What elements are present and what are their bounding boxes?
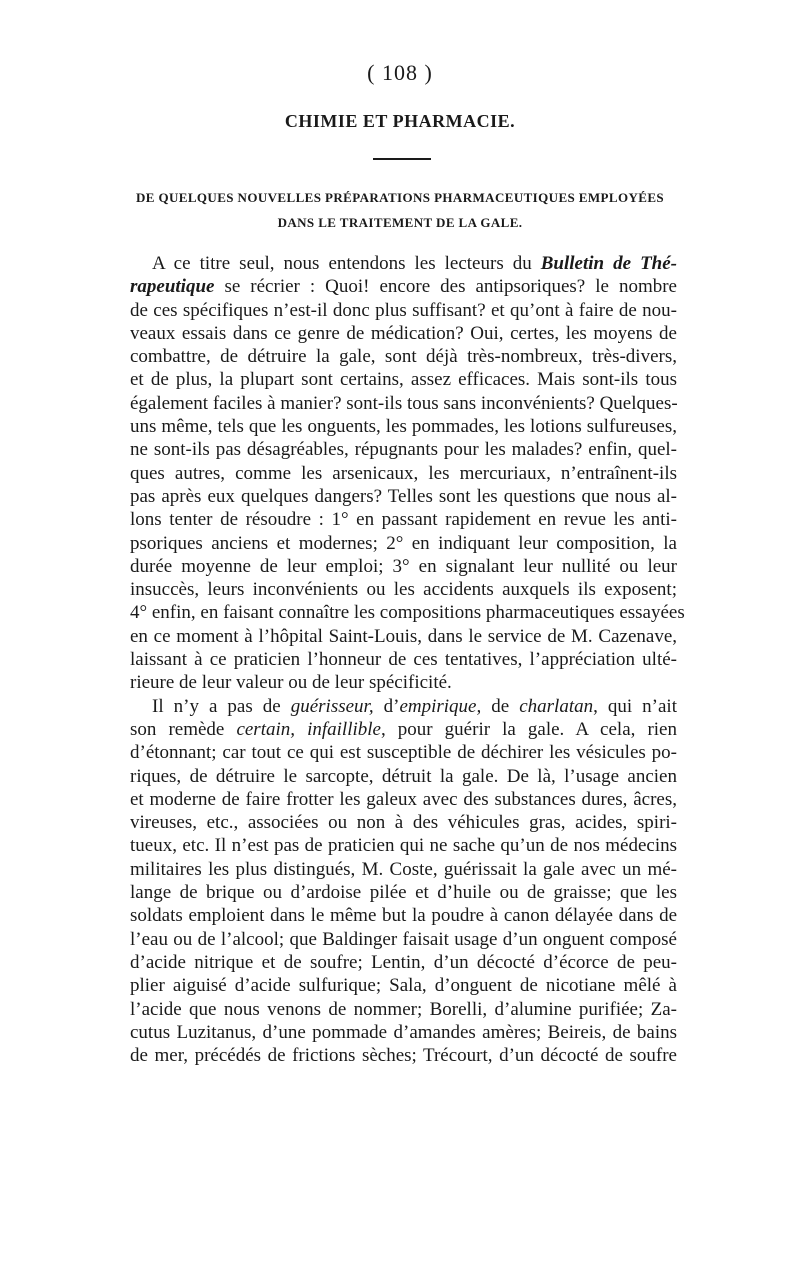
text-line bbox=[130, 275, 677, 298]
text-line: durée moyenne de leur emploi; 3° en signalant leur nullité ou leur bbox=[130, 555, 677, 577]
text-line: l’acide que nous venons de nommer; Borelli, d’alumine purifiée; Za- bbox=[130, 998, 677, 1020]
text-line: plier aiguisé d’acide sulfurique; Sala, d’onguent de nicotiane mêlé à bbox=[130, 975, 677, 997]
text-line: d’étonnant; car tout ce qui est susceptible de déchirer les vésicules po- bbox=[130, 742, 677, 764]
page-number: ( 108 ) bbox=[367, 60, 433, 85]
text-run: , qui n’ait bbox=[593, 695, 677, 717]
text-line: combattre, de détruire la gale, sont déjà très-nombreux, très-divers, bbox=[130, 346, 677, 368]
text-line: et moderne de faire frotter les galeux avec des substances dures, âcres, bbox=[130, 788, 677, 810]
text-line: lons tenter de résoudre : 1° en passant rapidement en revue les anti- bbox=[130, 509, 677, 531]
text-line: laissant à ce praticien l’honneur de ces tentatives, l’appréciation ulté- bbox=[130, 649, 677, 671]
text-run: son remède bbox=[130, 718, 237, 740]
text-line: 4° enfin, en faisant connaître les compositions pharmaceutiques essayées bbox=[130, 602, 685, 624]
text-line: d’acide nitrique et de soufre; Lentin, d’un décocté d’écorce de peu- bbox=[130, 951, 677, 973]
article-title-line: DE QUELQUES NOUVELLES PRÉPARATIONS PHARMACEUTIQUES EMPLOYÉES bbox=[135, 190, 665, 205]
text-line: insuccès, leurs inconvénients ou les accidents auxquels ils exposent; bbox=[130, 579, 677, 601]
text-line bbox=[130, 718, 677, 741]
italic-term: guérisseur, bbox=[290, 695, 374, 717]
italic-term: charlatan bbox=[519, 695, 594, 717]
text-run: Il n’y a pas de bbox=[152, 695, 291, 717]
text-line: cutus Luzitanus, d’une pommade d’amandes amères; Beireis, de bains bbox=[130, 1021, 677, 1043]
article-body bbox=[130, 252, 685, 1067]
title-rule bbox=[373, 158, 431, 160]
text-run: se récrier : Quoi! encore des antipsoriques? le nombre bbox=[214, 276, 677, 298]
section-title: CHIMIE ET PHARMACIE. bbox=[284, 111, 516, 131]
text-line: soldats emploient dans le même but la poudre à canon délayée dans de bbox=[130, 905, 677, 927]
article-title bbox=[0, 185, 800, 235]
text-line bbox=[130, 695, 677, 718]
text-line: et de plus, la plupart sont certains, assez efficaces. Mais sont-ils tous bbox=[130, 369, 677, 391]
text-line: riques, de détruire le sarcopte, détruit la gale. De là, l’usage ancien bbox=[130, 765, 677, 787]
text-line: ques autres, comme les arsenicaux, les mercuriaux, n’entraînent-ils bbox=[130, 462, 677, 484]
italic-term: certain, infaillible bbox=[236, 718, 381, 740]
article-title-line: DANS LE TRAITEMENT DE LA GALE. bbox=[277, 215, 523, 230]
text-run: , pour guérir la gale. A cela, rien bbox=[380, 718, 677, 740]
text-run: d’ bbox=[373, 695, 400, 717]
text-line: l’eau ou de l’alcool; que Baldinger faisait usage d’un onguent composé bbox=[130, 928, 677, 950]
italic-term: empirique, bbox=[399, 695, 482, 717]
text-line: vireuses, etc., associées ou non à des véhicules gras, acides, spiri- bbox=[130, 812, 677, 834]
text-line: lange de brique ou d’ardoise pilée et d’huile ou de graisse; que les bbox=[130, 882, 677, 904]
text-line: en ce moment à l’hôpital Saint-Louis, dans le service de M. Cazenave, bbox=[130, 625, 677, 647]
text-line: rieure de leur valeur ou de leur spécificité. bbox=[130, 672, 452, 694]
text-line: uns même, tels que les onguents, les pommades, les lotions sulfureuses, bbox=[130, 416, 677, 438]
text-line: également faciles à manier? sont-ils tous sans inconvénients? Quelques- bbox=[130, 392, 678, 414]
journal-title: Bulletin de Thé- bbox=[540, 253, 677, 274]
text-line: pas après eux quelques dangers? Telles sont les questions que nous al- bbox=[130, 485, 677, 507]
text-line: ne sont-ils pas désagréables, répugnants pour les malades? enfin, quel- bbox=[130, 439, 677, 461]
text-line: de ces spécifiques n’est-il donc plus suffisant? et qu’ont à faire de nou- bbox=[130, 299, 677, 321]
text-line: veaux essais dans ce genre de médication? Oui, certes, les moyens de bbox=[130, 322, 677, 344]
text-run: de bbox=[481, 695, 520, 717]
text-line: psoriques anciens et modernes; 2° en indiquant leur composition, la bbox=[130, 532, 677, 554]
text-line: de mer, précédés de frictions sèches; Trécourt, d’un décocté de soufre bbox=[130, 1045, 677, 1067]
text-line: militaires les plus distingués, M. Coste, guérissait la gale avec un mé- bbox=[130, 858, 677, 880]
text-line bbox=[130, 252, 677, 275]
text-line: tueux, etc. Il n’est pas de praticien qui ne sache qu’un de nos médecins bbox=[130, 835, 677, 857]
journal-title: rapeutique bbox=[130, 276, 215, 298]
text-run: A ce titre seul, nous entendons les lecteurs du bbox=[152, 253, 541, 274]
